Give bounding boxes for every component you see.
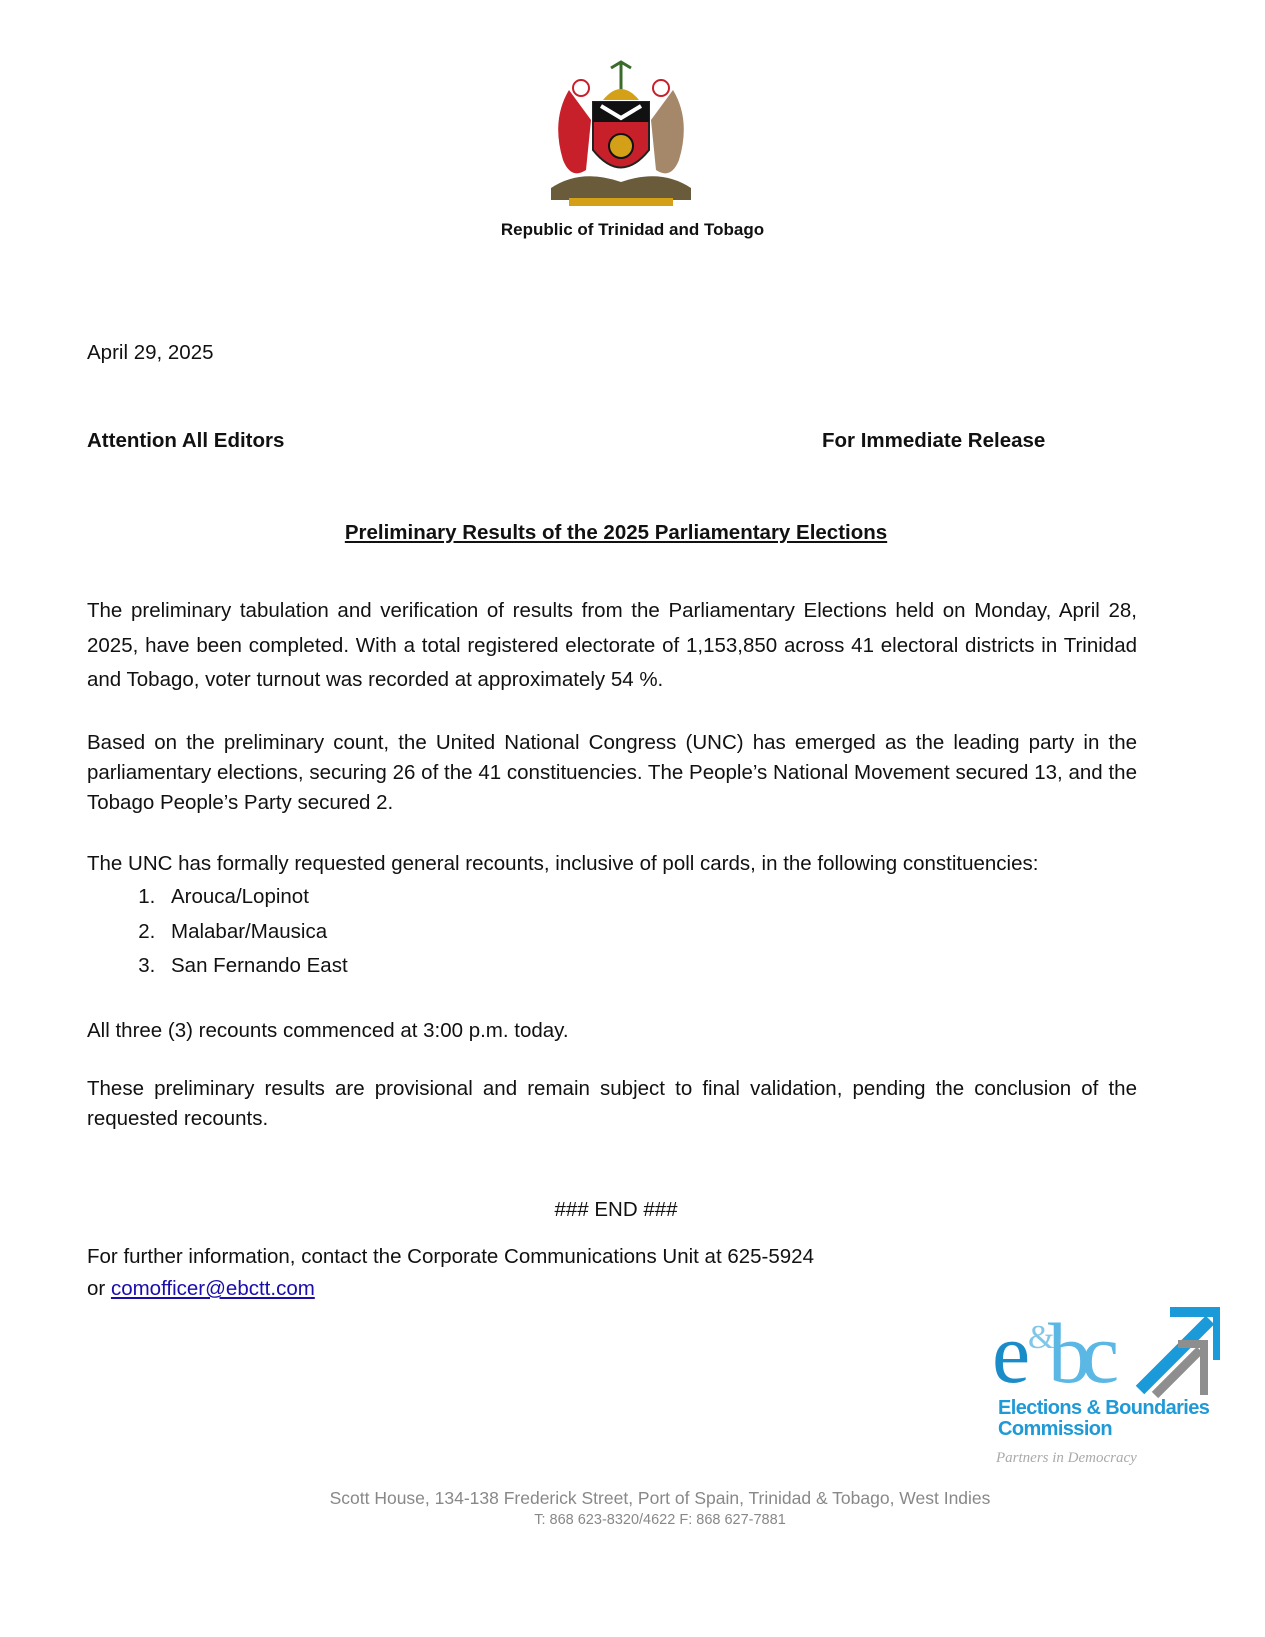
logo-tagline: Partners in Democracy — [996, 1450, 1137, 1466]
paragraph-recount-start: All three (3) recounts commenced at 3:00 p.m. today. — [87, 1019, 569, 1042]
paragraph-recount-request: The UNC has formally requested general recounts, inclusive of poll cards, in the following constituencies: — [87, 852, 1039, 875]
contact-info — [87, 1241, 814, 1305]
constituency-list — [87, 880, 348, 984]
ebc-logo — [990, 1300, 1220, 1472]
release-date: April 29, 2025 — [87, 341, 214, 364]
list-item: 3. San Fernando East — [161, 949, 348, 984]
end-marker: ### END ### — [554, 1198, 678, 1221]
attention-line: Attention All Editors — [87, 429, 285, 452]
contact-line: For further information, contact the Corporate Communications Unit at 625-5924 — [87, 1245, 814, 1268]
paragraph-results: Based on the preliminary count, the United National Congress (UNC) has emerged as the leading party in the parliamentary elections, securing 26 of the 41 constituencies. The People’s National Movement secured 13, and the Tobago People’s Party secured 2. — [87, 731, 1137, 814]
list-item: 2. Malabar/Mausica — [161, 915, 348, 950]
republic-heading: Republic of Trinidad and Tobago — [500, 220, 765, 239]
paragraph-provisional: These preliminary results are provisional and remain subject to final validation, pending the conclusion of the requested recounts. — [87, 1077, 1137, 1130]
release-line: For Immediate Release — [822, 429, 1046, 452]
footer-phone: T: 868 623-8320/4622 F: 868 627-7881 — [534, 1512, 786, 1528]
svg-text:bc: bc — [1048, 1305, 1110, 1400]
list-item: 1. Arouca/Lopinot — [161, 880, 348, 915]
contact-or: or — [87, 1277, 111, 1300]
footer-address: Scott House, 134-138 Frederick Street, Port of Spain, Trinidad & Tobago, West Indies — [329, 1488, 991, 1508]
document-title: Preliminary Results of the 2025 Parliamentary Elections — [344, 521, 888, 544]
svg-text:&: & — [1028, 1319, 1055, 1356]
svg-text:e: e — [992, 1305, 1023, 1400]
logo-name-line1: Elections & Boundaries — [998, 1397, 1210, 1419]
ebc-logo-icon — [990, 1300, 1220, 1400]
logo-name-line2: Commission — [998, 1418, 1113, 1440]
coat-of-arms-icon — [541, 60, 701, 212]
email-link[interactable]: comofficer@ebctt.com — [110, 1277, 315, 1300]
paragraph-turnout: The preliminary tabulation and verification of results from the Parliamentary Elections held on Monday, April 28, 2025, have been completed. With a total registered electorate of 1,153,850 across 41 electoral districts in Trinidad and Tobago, voter turnout was recorded at approximately 54 %. — [87, 599, 1137, 691]
